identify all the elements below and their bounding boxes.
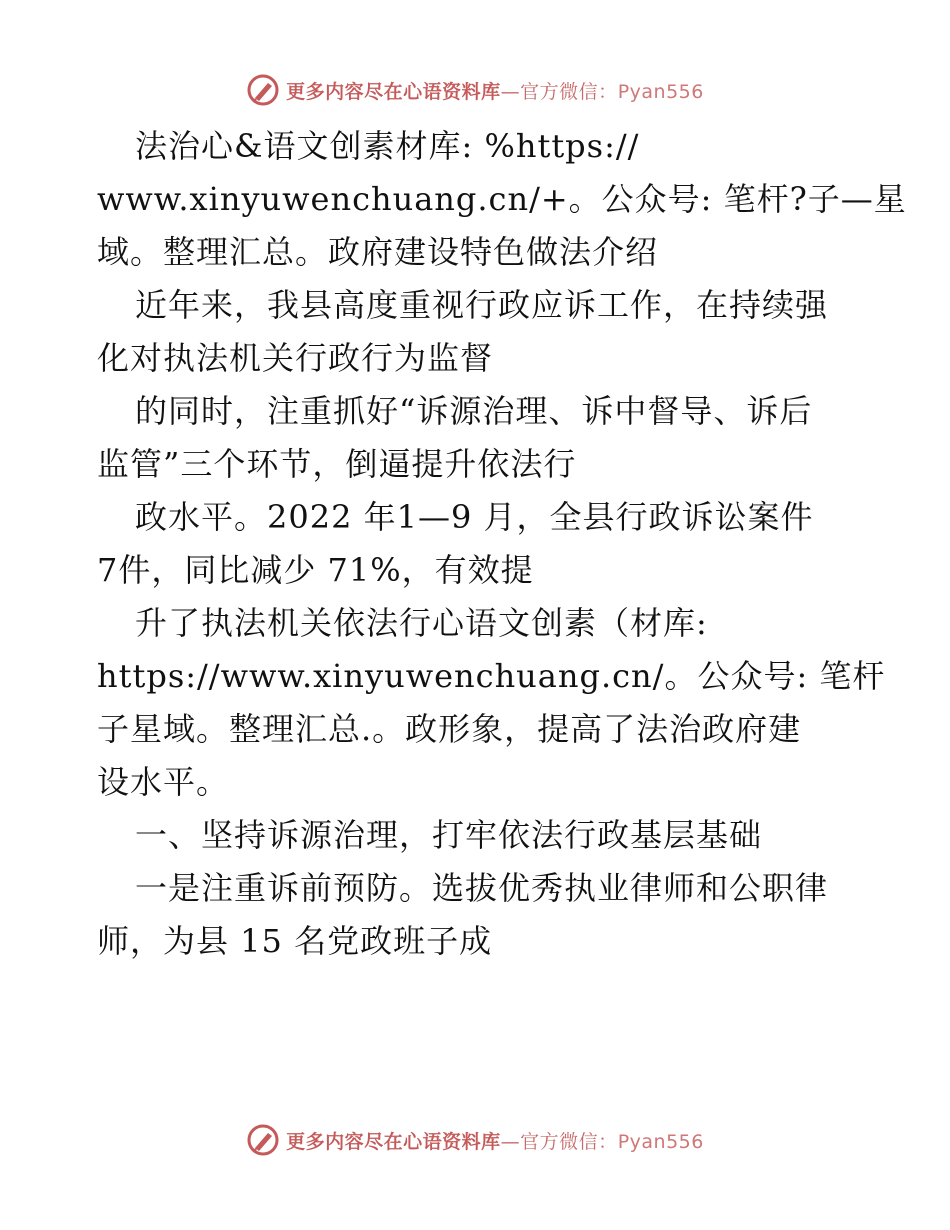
text-line: 一是注重诉前预防。选拔优秀执业律师和公职律 [135, 869, 829, 907]
text-line: 师，为县 15 名党政班子成 [97, 922, 493, 960]
document-body [97, 120, 907, 968]
text-line: 政水平。2022 年1—9 月，全县行政诉讼案件 [135, 498, 814, 536]
pen-logo-icon [246, 1123, 280, 1157]
banner-dash: — [500, 80, 521, 103]
pen-logo-icon [246, 73, 280, 107]
banner-wechat-id: Pyan556 [617, 80, 704, 103]
banner-text [286, 1127, 704, 1154]
text-line: 一、坚持诉源治理，打牢依法行政基层基础 [135, 816, 763, 854]
text-line: 监管”三个环节，倒逼提升依法行 [97, 445, 577, 483]
text-line: 的同时，注重抓好“诉源治理、诉中督导、诉后 [135, 392, 813, 430]
text-line: 子星域。整理汇总.。政形象，提高了法治政府建 [97, 710, 802, 748]
header-watermark-banner [0, 70, 950, 110]
text-line: 法治心&语文创素材库: %https:// [135, 127, 640, 165]
text-line: https://www.xinyuwenchuang.cn/。公众号: 笔杆 [97, 657, 886, 695]
banner-dash: — [500, 1130, 521, 1153]
text-line: 设水平。 [97, 763, 230, 801]
text-line: 化对执法机关行政行为监督 [97, 339, 494, 377]
text-line: www.xinyuwenchuang.cn/+。公众号: 笔杆?子—星 [97, 180, 907, 218]
banner-sub-text: 官方微信： [520, 80, 618, 103]
text-line: 升了执法机关依法行心语文创素（材库: [135, 604, 708, 642]
text-line: 7件，同比减少 71%，有效提 [97, 551, 534, 589]
banner-main-text: 更多内容尽在心语资料库 [286, 80, 501, 103]
banner-main-text: 更多内容尽在心语资料库 [286, 1130, 501, 1153]
text-line: 近年来，我县高度重视行政应诉工作，在持续强 [135, 286, 829, 324]
banner-sub-text: 官方微信： [520, 1130, 618, 1153]
footer-watermark-banner [0, 1120, 950, 1160]
banner-text [286, 77, 704, 104]
banner-wechat-id: Pyan556 [617, 1130, 704, 1153]
text-line: 域。整理汇总。政府建设特色做法介绍 [97, 233, 659, 271]
